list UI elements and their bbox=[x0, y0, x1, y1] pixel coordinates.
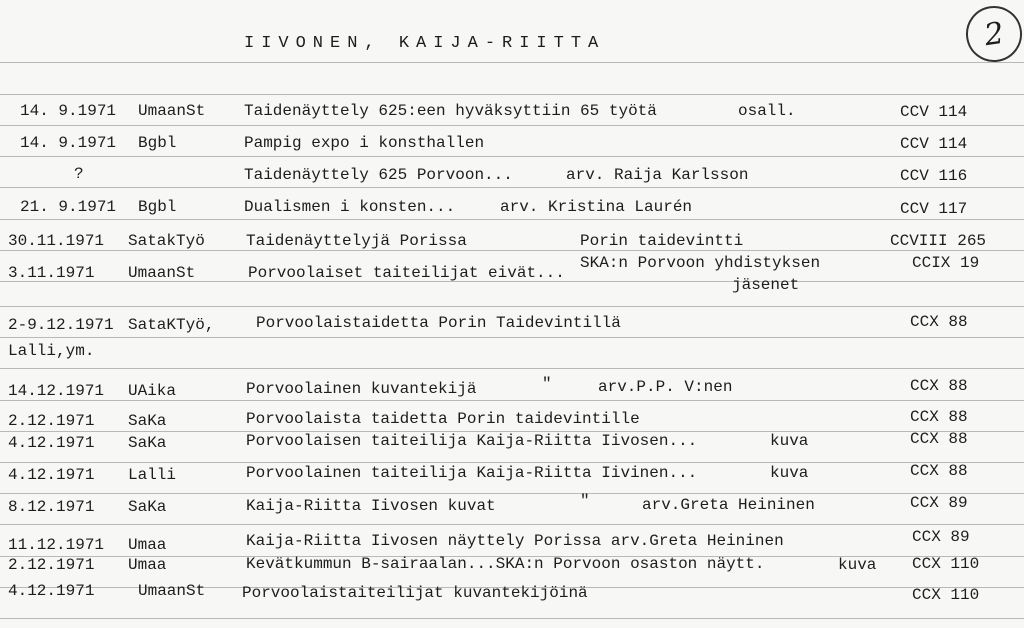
entry-title: Porvoolaista taidetta Porin taidevintille bbox=[246, 410, 640, 428]
entry-date: 11.12.1971 bbox=[8, 536, 105, 554]
entry-date: 4.12.1971 bbox=[8, 434, 95, 452]
entry-note: kuva bbox=[770, 432, 809, 450]
entry-date: 14.12.1971 bbox=[8, 382, 105, 400]
entry-note: SKA:n Porvoon yhdistyksen bbox=[580, 254, 821, 272]
entry-title: Kaija-Riitta Iivosen näyttely Porissa arv.Greta Heininen bbox=[246, 532, 784, 550]
entry-reference: CCX 88 bbox=[910, 462, 968, 480]
entry-date: 21. 9.1971 bbox=[20, 198, 117, 216]
entry-reference: CCX 89 bbox=[912, 528, 970, 546]
entry-reference: CCX 88 bbox=[910, 430, 968, 448]
entry-note: arv. Kristina Laurén bbox=[500, 198, 693, 216]
entry-source: SaKa bbox=[128, 434, 167, 452]
card-rule bbox=[0, 493, 1024, 494]
entry-reference: CCV 114 bbox=[900, 103, 968, 121]
card-rule bbox=[0, 187, 1024, 188]
entry-date: ? bbox=[74, 165, 84, 183]
entry-title: Porvoolainen kuvantekijä bbox=[246, 380, 477, 398]
entry-reference: CCX 110 bbox=[912, 555, 980, 573]
entry-date: 8.12.1971 bbox=[8, 498, 95, 516]
card-rule bbox=[0, 219, 1024, 220]
entry-reference: CCVIII 265 bbox=[890, 232, 987, 250]
entry-source: SaKa bbox=[128, 412, 167, 430]
entry-source: SatakTyö bbox=[128, 232, 205, 250]
entry-source: Bgbl bbox=[138, 134, 177, 152]
card-rule bbox=[0, 618, 1024, 619]
card-rule bbox=[0, 337, 1024, 338]
ditto-mark: " bbox=[580, 492, 590, 510]
card-rule bbox=[0, 400, 1024, 401]
card-rule bbox=[0, 306, 1024, 307]
entry-reference: CCX 88 bbox=[910, 408, 968, 426]
entry-note: osall. bbox=[738, 102, 796, 120]
entry-title: Kevätkummun B-sairaalan...SKA:n Porvoon osaston näytt. bbox=[246, 555, 765, 573]
entry-note: arv. Raija Karlsson bbox=[566, 166, 749, 184]
entry-date: 14. 9.1971 bbox=[20, 102, 117, 120]
entry-date: 30.11.1971 bbox=[8, 232, 105, 250]
entry-title: Porvoolainen taiteilija Kaija-Riitta Iivinen... bbox=[246, 464, 698, 482]
card-rule bbox=[0, 524, 1024, 525]
entry-date: 2-9.12.1971 bbox=[8, 316, 114, 334]
entry-reference: CCV 117 bbox=[900, 200, 968, 218]
entry-note: kuva bbox=[770, 464, 809, 482]
entry-note: arv.Greta Heininen bbox=[642, 496, 815, 514]
entry-title: Taidenäyttely 625:een hyväksyttiin 65 työtä bbox=[244, 102, 657, 120]
entry-reference: CCV 116 bbox=[900, 167, 968, 185]
entry-title: Taidenäyttelyjä Porissa bbox=[246, 232, 467, 250]
entry-note: kuva bbox=[838, 556, 877, 574]
entry-source: Lalli bbox=[128, 466, 177, 484]
ditto-mark: " bbox=[542, 375, 552, 393]
entry-reference: CCIX 19 bbox=[912, 254, 980, 272]
entry-source: SataKTyö, bbox=[128, 316, 215, 334]
entry-source: SaKa bbox=[128, 498, 167, 516]
entry-title: Porvoolaistaidetta Porin Taidevintillä bbox=[256, 314, 621, 332]
entry-reference: CCX 89 bbox=[910, 494, 968, 512]
entry-source-continued: Lalli,ym. bbox=[8, 342, 95, 360]
entry-reference: CCX 110 bbox=[912, 586, 980, 604]
card-rule bbox=[0, 156, 1024, 157]
entry-date: 3.11.1971 bbox=[8, 264, 95, 282]
entry-source: Umaa bbox=[128, 556, 167, 574]
entry-date: 4.12.1971 bbox=[8, 466, 95, 484]
entry-source: UmaanSt bbox=[128, 264, 196, 282]
entry-reference: CCX 88 bbox=[910, 313, 968, 331]
entry-reference: CCV 114 bbox=[900, 135, 968, 153]
card-number-circle: 2 bbox=[962, 2, 1024, 65]
card-rule bbox=[0, 94, 1024, 95]
entry-date: 14. 9.1971 bbox=[20, 134, 117, 152]
card-rule bbox=[0, 125, 1024, 126]
entry-title: Porvoolaisen taiteilija Kaija-Riitta Iivosen... bbox=[246, 432, 698, 450]
entry-title: Porvoolaistaiteilijat kuvantekijöinä bbox=[242, 584, 588, 602]
entry-source: Bgbl bbox=[138, 198, 177, 216]
card-title: IIVONEN, KAIJA-RIITTA bbox=[244, 34, 606, 53]
entry-source: UAika bbox=[128, 382, 177, 400]
entry-note: Porin taidevintti bbox=[580, 232, 744, 250]
card-rule bbox=[0, 368, 1024, 369]
entry-title: Pampig expo i konsthallen bbox=[244, 134, 485, 152]
entry-title: Taidenäyttely 625 Porvoon... bbox=[244, 166, 513, 184]
card-rule bbox=[0, 250, 1024, 251]
entry-date: 2.12.1971 bbox=[8, 556, 95, 574]
card-rule bbox=[0, 62, 1024, 63]
entry-note: arv.P.P. V:nen bbox=[598, 378, 733, 396]
card-rule bbox=[0, 462, 1024, 463]
entry-date: 4.12.1971 bbox=[8, 582, 95, 600]
entry-source: Umaa bbox=[128, 536, 167, 554]
entry-note-continued: jäsenet bbox=[732, 276, 800, 294]
entry-title: Porvoolaiset taiteilijat eivät... bbox=[248, 264, 565, 282]
entry-title: Dualismen i konsten... bbox=[244, 198, 456, 216]
entry-reference: CCX 88 bbox=[910, 377, 968, 395]
entry-title: Kaija-Riitta Iivosen kuvat bbox=[246, 497, 496, 515]
entry-source: UmaanSt bbox=[138, 582, 206, 600]
entry-source: UmaanSt bbox=[138, 102, 206, 120]
entry-date: 2.12.1971 bbox=[8, 412, 95, 430]
